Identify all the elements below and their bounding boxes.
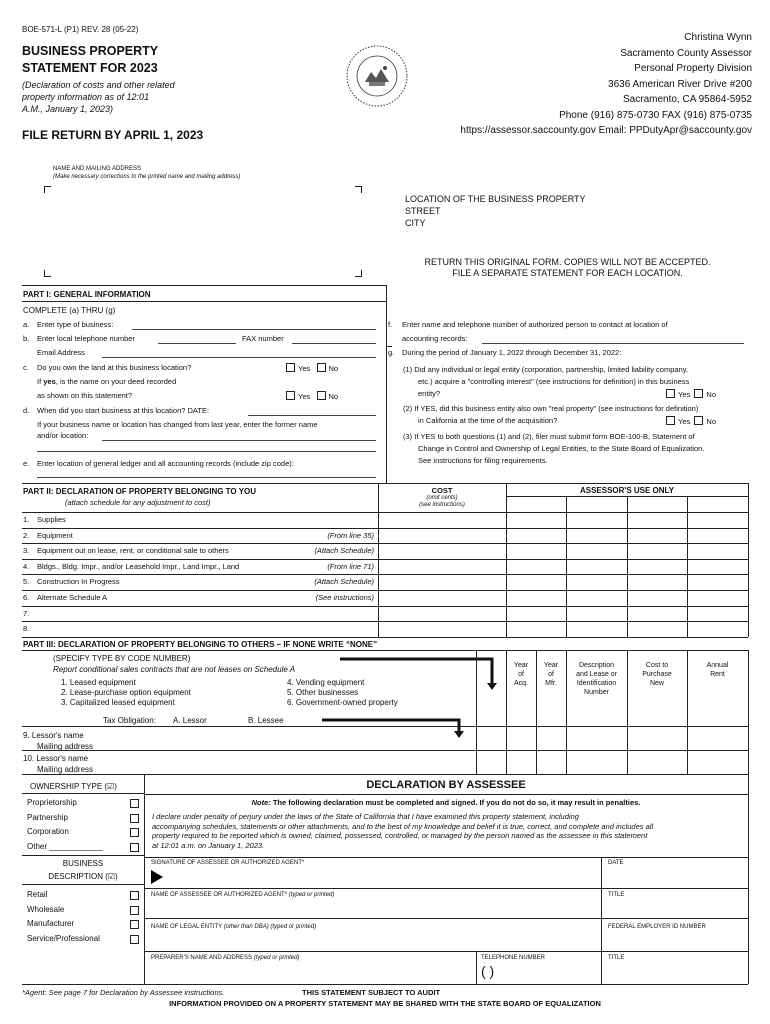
- business-description-checkbox[interactable]: [130, 906, 139, 915]
- property-location-block: [405, 193, 586, 229]
- part3-bottom-rule: [22, 774, 748, 775]
- ownership-type-label: Partnership: [27, 812, 68, 822]
- ownership-bottom-rule: [22, 855, 144, 856]
- assessor-contact-block: [392, 30, 752, 139]
- p3-col-type-left: [476, 650, 477, 774]
- part2-row-label: Construction In Progress: [37, 577, 120, 587]
- row9-lessor-name: 9. Lessor's name: [23, 731, 84, 740]
- mailing-address-label: NAME AND MAILING ADDRESS: [53, 166, 142, 172]
- business-description-label: Manufacturer: [27, 919, 75, 928]
- name-row-top: [144, 888, 748, 889]
- preparer-field[interactable]: [151, 964, 471, 982]
- part2-right-edge: [748, 483, 749, 637]
- signature-label: SIGNATURE OF ASSESSEE OR AUTHORIZED AGENT*: [151, 860, 305, 866]
- f-g-separator: [386, 346, 392, 347]
- code-2: 2. Lease-purchase option equipment: [61, 688, 191, 697]
- part2-col-assessor-4: [687, 496, 688, 637]
- part2-row-number: 7.: [23, 608, 30, 618]
- date-label: DATE: [608, 860, 624, 866]
- preparer-label: PREPARER'S NAME AND ADDRESS (typed or printed): [151, 955, 300, 961]
- col-year-mfr-l2: of: [548, 671, 554, 678]
- control-q1-yes-label: Yes: [678, 390, 691, 399]
- control-period-label: During the period of January 1, 2022 through December 31, 2022:: [402, 348, 622, 357]
- oath-line2: accompanying schedules, statements or other attachments, and to the best of my knowledge and belief it is true, correct, and complete and includes all: [152, 821, 654, 831]
- declaration-note: Note: The following declaration must be completed and signed. If you do not do so, it may result in penalties.: [251, 798, 641, 807]
- col-desc-l3: Identification: [576, 680, 617, 687]
- address-corner-bl: [44, 270, 51, 277]
- part3-heading: PART III: DECLARATION OF PROPERTY BELONGING TO OTHERS – IF NONE WRITE “NONE”: [23, 640, 378, 649]
- part3-row9-top: [22, 726, 748, 727]
- control-q2-text2: in California at the time of the acquisition?: [418, 416, 558, 425]
- col-cost-l3: New: [649, 680, 664, 687]
- declaration-col-right: [601, 857, 602, 984]
- ownership-type-label: Proprietorship: [27, 798, 77, 807]
- part1-divider: [386, 285, 387, 483]
- title-field[interactable]: [608, 900, 744, 916]
- agent-name-label: NAME OF ASSESSEE OR AUTHORIZED AGENT* (typed or printed): [151, 892, 335, 898]
- part2-row-label: Supplies: [37, 515, 66, 524]
- start-date-field[interactable]: [248, 415, 376, 416]
- deed-no-label: No: [328, 392, 339, 401]
- part2-row-label: Equipment: [37, 530, 73, 540]
- contact-person-label: Enter name and telephone number of authorized person to contact at location of: [402, 320, 668, 329]
- row10-lessor-name: 10. Lessor's name: [23, 754, 89, 763]
- part2-row-number: 2.: [23, 530, 30, 540]
- control-q2-yes-label: Yes: [678, 417, 691, 426]
- declaration-right-edge: [748, 774, 749, 984]
- form-title-line2: STATEMENT FOR 2023: [22, 61, 158, 75]
- part2-row-note: (From line 71): [327, 561, 374, 571]
- oath-line4: at 12:01 a.m. on January 1, 2023.: [152, 840, 265, 850]
- address-corner-br: [355, 270, 362, 277]
- control-q1-yes-checkbox[interactable]: [666, 389, 675, 398]
- title-label: TITLE: [608, 892, 625, 898]
- declaration-oath: [152, 812, 744, 850]
- part2-cost-field[interactable]: [380, 560, 504, 573]
- preparer-title-field[interactable]: [608, 964, 744, 982]
- part2-cost-field[interactable]: [380, 575, 504, 588]
- deed-yes-label: Yes: [298, 392, 311, 401]
- deed-choices: [286, 391, 338, 401]
- part2-row-number: 8.: [23, 624, 30, 634]
- part2-col-assessor-left: [506, 483, 507, 637]
- deed-question-line2: as shown on this statement?: [37, 391, 133, 400]
- control-q1-choices: [666, 389, 716, 399]
- own-land-question: Do you own the land at this business location?: [37, 363, 192, 372]
- telephone-field[interactable]: ( ): [481, 963, 495, 979]
- part2-cost-field[interactable]: [380, 544, 504, 557]
- col-rent-l1: Annual: [706, 662, 729, 669]
- phone-col-left: [476, 951, 477, 984]
- business-description-checkbox[interactable]: [130, 891, 139, 900]
- address-corner-tr: [355, 186, 362, 193]
- business-description-label: Wholesale: [27, 904, 65, 914]
- assessor-city: Sacramento, CA 95864-5952: [623, 94, 752, 105]
- control-q1-no-checkbox[interactable]: [694, 389, 703, 398]
- mailing-address-field[interactable]: [60, 196, 350, 266]
- contact-person-label-line2: accounting records:: [402, 334, 468, 343]
- email-field[interactable]: [102, 357, 376, 358]
- code-3: 3. Capitalized leased equipment: [61, 698, 175, 707]
- legal-row-top: [144, 918, 748, 919]
- ownership-type-checkbox[interactable]: [130, 828, 139, 837]
- control-q2-choices: [666, 416, 716, 426]
- location-label: LOCATION OF THE BUSINESS PROPERTY: [405, 194, 586, 204]
- col-cost-l2: Purchase: [642, 671, 672, 678]
- fein-field[interactable]: [608, 932, 744, 948]
- part1-c-letter: c.: [23, 363, 29, 372]
- filing-deadline: FILE RETURN BY APRIL 1, 2023: [22, 128, 204, 142]
- former-name-field-line2[interactable]: [37, 451, 376, 452]
- control-q3-text: (3) If YES to both questions (1) and (2), filer must submit form BOE-100-B, Statement of: [403, 432, 695, 441]
- part3-specify-note: (SPECIFY TYPE BY CODE NUMBER): [53, 654, 191, 663]
- cost-omit-cents: (omit cents): [426, 495, 458, 501]
- assessor-web: https://assessor.saccounty.gov Email: PPDutyApr@saccounty.gov: [460, 125, 752, 136]
- control-q2-no-checkbox[interactable]: [694, 416, 703, 425]
- part2-row-note: (Attach Schedule): [314, 577, 374, 587]
- deed-no-checkbox[interactable]: [317, 391, 326, 400]
- row10-mailing-address: Mailing address: [37, 765, 94, 774]
- part2-row-number: 4.: [23, 561, 30, 571]
- own-land-yes-label: Yes: [298, 364, 311, 373]
- mailing-address-note: (Make necessary corrections to the printed name and mailing address): [53, 174, 241, 180]
- part1-d-letter: d.: [23, 406, 30, 415]
- business-description-checkbox[interactable]: [130, 920, 139, 929]
- tax-obligation-lessee[interactable]: B. Lessee: [248, 716, 284, 725]
- agent-name-field[interactable]: [151, 900, 601, 916]
- ownership-title-rule: [22, 793, 144, 794]
- part2-col-cost-left: [378, 483, 379, 637]
- legal-entity-label: NAME OF LEGAL ENTITY (other than DBA) (typed or printed): [151, 924, 317, 930]
- assessor-street: 3636 American River Drive #200: [608, 78, 752, 90]
- col-desc-l1: Description: [578, 662, 614, 669]
- oath-line1: I declare under penalty of perjury under the laws of the State of California that I have examined this property statement, including: [152, 812, 579, 821]
- control-q2-text: (2) If YES, did this business entity also own "real property" (see instructions for definition): [403, 404, 699, 413]
- part3-report-note: Report conditional sales contracts that are not leases on Schedule A: [53, 665, 296, 674]
- assessor-name: Christina Wynn: [684, 32, 752, 43]
- email-label: Email Address: [37, 348, 85, 357]
- control-q3-text3: See instructions for filing requirements.: [418, 456, 548, 465]
- own-land-no-checkbox[interactable]: [317, 363, 326, 372]
- business-description-checkbox[interactable]: [130, 935, 139, 944]
- oath-line3: property required to be reported which is owned, claimed, possessed, controlled, or managed by the person named as the assessee in this statement: [152, 831, 648, 840]
- part1-complete-note: COMPLETE (a) THRU (g): [23, 306, 116, 315]
- col-annual-rent: [687, 661, 748, 679]
- ownership-type-checkbox[interactable]: [130, 799, 139, 808]
- date-field[interactable]: [608, 868, 744, 886]
- former-name-question: If your business name or location has changed from last year, enter the former name: [37, 420, 318, 429]
- ownership-type-label: Corporation: [27, 827, 69, 836]
- control-q2-yes-checkbox[interactable]: [666, 416, 675, 425]
- col-year-acq-l3: Acq.: [513, 680, 528, 687]
- col-year-acq: [506, 661, 536, 688]
- row9-labels: [23, 730, 93, 752]
- part2-row-note: (Attach Schedule): [314, 546, 374, 556]
- part1-top-rule: [22, 285, 386, 286]
- tax-obligation-label: Tax Obligation:: [103, 716, 156, 725]
- contact-person-field[interactable]: [482, 343, 744, 344]
- p3-right-edge: [748, 650, 749, 774]
- deed-question: If yes, is the name on your deed recorded: [37, 377, 177, 386]
- own-land-choices: [286, 363, 338, 373]
- part2-row-number: 3.: [23, 546, 30, 556]
- sign-here-arrow-icon: [151, 870, 163, 884]
- assessor-office: Sacramento County Assessor: [620, 47, 752, 59]
- control-q2-no-label: No: [706, 417, 717, 426]
- part1-e-letter: e.: [23, 459, 30, 468]
- part2-cost-field[interactable]: [380, 622, 504, 635]
- return-notice-line1: RETURN THIS ORIGINAL FORM. COPIES WILL NOT BE ACCEPTED.: [424, 257, 711, 267]
- phone-label: Enter local telephone number: [37, 334, 135, 343]
- declaration-title: DECLARATION BY ASSESSEE: [366, 779, 526, 791]
- part2-top-rule: [22, 483, 748, 484]
- preparer-title-label: TITLE: [608, 955, 625, 961]
- control-q1-text2: etc.) acquire a "controlling interest" (see instructions for definition) in this business: [418, 377, 690, 386]
- part3-heading-rule: [22, 650, 748, 651]
- part2-row-label: Bldgs., Bldg. Impr., and/or Leasehold Impr., Land Impr., Land: [37, 561, 240, 571]
- part2-cost-field[interactable]: [380, 607, 504, 620]
- ledger-location-field[interactable]: [37, 477, 376, 478]
- audit-notice: THIS STATEMENT SUBJECT TO AUDIT: [302, 988, 441, 997]
- fein-label: FEDERAL EMPLOYER ID NUMBER: [608, 924, 706, 930]
- legal-entity-field[interactable]: [151, 932, 601, 948]
- signature-row-top: [144, 857, 748, 858]
- business-type-field[interactable]: [132, 329, 376, 330]
- col-year-acq-l2: of: [518, 671, 524, 678]
- part2-row-note: (See instructions): [315, 593, 374, 602]
- part3-row10-top: [22, 750, 748, 751]
- form-subtitle-line2: property information as of 12:01: [22, 92, 150, 102]
- city-label: CITY: [405, 218, 426, 228]
- col-year-acq-l1: Year: [513, 662, 529, 669]
- part2-row-number: 5.: [23, 577, 30, 587]
- col-year-mfr: [536, 661, 566, 688]
- assessor-phone: Phone (916) 875-0730 FAX (916) 875-0735: [559, 109, 752, 121]
- cost-header: COST: [431, 486, 453, 495]
- own-land-no-label: No: [328, 364, 339, 373]
- declaration-title-rule: [144, 794, 748, 795]
- signature-field[interactable]: [170, 868, 600, 886]
- col-desc-l4: Number: [584, 689, 609, 696]
- col-rent-l2: Rent: [710, 671, 725, 678]
- cost-see-instructions: (see instructions): [419, 502, 465, 508]
- col-desc-l2: and Lease or: [576, 671, 617, 678]
- business-type-label: Enter type of business:: [37, 320, 114, 329]
- part1-heading: PART I: GENERAL INFORMATION: [23, 290, 151, 299]
- ledger-location-label: Enter location of general ledger and all accounting records (include zip code):: [37, 459, 294, 468]
- part2-cost-field[interactable]: [380, 529, 504, 542]
- assessors-use-only-header: ASSESSOR'S USE ONLY: [579, 486, 675, 495]
- tax-obligation-arrow-icon: [322, 717, 470, 739]
- col-cost-l1: Cost to: [645, 662, 669, 669]
- phone-field[interactable]: [158, 343, 236, 344]
- control-q1-no-label: No: [706, 390, 717, 399]
- form-subtitle-line3: A.M., January 1, 2023): [22, 104, 114, 114]
- part1-f-letter: f.: [388, 320, 393, 329]
- part3-top-rule: [22, 637, 748, 638]
- own-land-yes-checkbox[interactable]: [286, 363, 295, 372]
- code-4: 4. Vending equipment: [287, 678, 365, 687]
- part2-col-assessor-3: [627, 496, 628, 637]
- part3-codes-left: [61, 678, 191, 708]
- form-title-line1: BUSINESS PROPERTY: [22, 44, 159, 58]
- control-q1-text3: entity?: [418, 389, 441, 398]
- code-1: 1. Leased equipment: [61, 678, 136, 687]
- street-label: STREET: [405, 206, 441, 216]
- col-year-mfr-l1: Year: [543, 662, 559, 669]
- ownership-type-checkbox[interactable]: [130, 843, 139, 852]
- part1-a-letter: a.: [23, 320, 30, 329]
- ownership-type-checkbox[interactable]: [130, 814, 139, 823]
- business-description-label: Service/Professional: [27, 933, 100, 943]
- form-id: BOE-571-L (P1) REV. 28 (05-22): [22, 25, 139, 34]
- part2-row-label: Equipment out on lease, rent, or conditional sale to others: [37, 546, 229, 556]
- part2-subheading: (attach schedule for any adjustment to cost): [65, 498, 211, 507]
- part2-row-number: 1.: [23, 515, 30, 524]
- tax-obligation-lessor[interactable]: A. Lessor: [173, 716, 207, 725]
- part2-cost-field[interactable]: [380, 513, 504, 526]
- deed-yes-checkbox[interactable]: [286, 391, 295, 400]
- former-name-question-line2: and/or location:: [37, 431, 89, 440]
- fax-field[interactable]: [292, 343, 376, 344]
- telephone-label: TELEPHONE NUMBER: [481, 955, 546, 961]
- part1-b-letter: b.: [23, 334, 30, 343]
- boe-sharing-notice: INFORMATION PROVIDED ON A PROPERTY STATEMENT MAY BE SHARED WITH THE STATE BOARD OF EQUALIZATION: [169, 999, 601, 1008]
- business-description-label: Retail: [27, 890, 48, 899]
- col-description: [566, 661, 627, 697]
- code-6: 6. Government-owned property: [287, 698, 398, 707]
- declaration-bottom-rule: [22, 984, 748, 985]
- business-description-title2: DESCRIPTION (☑): [48, 872, 118, 881]
- description-title-rule: [22, 884, 144, 885]
- part2-cost-field[interactable]: [380, 591, 504, 604]
- form-subtitle-line1: (Declaration of costs and other related: [22, 80, 175, 90]
- fax-label: FAX number: [242, 334, 284, 343]
- former-name-field[interactable]: [102, 440, 376, 441]
- part2-row-note: (From line 35): [327, 530, 374, 540]
- code-5: 5. Other businesses: [287, 688, 359, 697]
- part2-row-number: 6.: [23, 593, 30, 602]
- preparer-row-top: [144, 951, 748, 952]
- part2-heading: PART II: DECLARATION OF PROPERTY BELONGING TO YOU: [23, 487, 257, 496]
- row9-mailing-address: Mailing address: [37, 742, 94, 751]
- control-q3-text2: Change in Control and Ownership of Legal Entities, to the State Board of Equalization.: [418, 444, 705, 453]
- control-q1-text: (1) Did any individual or legal entity (corporation, partnership, limited liability company,: [403, 365, 688, 374]
- assessor-division: Personal Property Division: [634, 63, 752, 74]
- address-corner-tl: [44, 186, 51, 193]
- col-year-mfr-l3: Mfr.: [545, 680, 557, 687]
- part1-g-letter: g.: [388, 348, 395, 357]
- part1-heading-rule: [22, 301, 386, 302]
- ownership-title: OWNERSHIP TYPE (☑): [30, 782, 117, 791]
- part2-col-assessor-2: [566, 496, 567, 637]
- ownership-type-label: Other ____________: [27, 841, 103, 851]
- row10-labels: [23, 753, 93, 775]
- agent-footnote: *Agent: See page 7 for Declaration by Assessee instructions.: [22, 988, 225, 997]
- start-date-label: When did you start business at this location? DATE:: [37, 406, 210, 415]
- part2-row-label: Alternate Schedule A: [37, 593, 108, 602]
- col-cost-new: [627, 661, 687, 688]
- return-notice-line2: FILE A SEPARATE STATEMENT FOR EACH LOCATION.: [452, 268, 683, 278]
- return-notice: [400, 257, 735, 279]
- business-description-title: BUSINESS: [62, 859, 104, 868]
